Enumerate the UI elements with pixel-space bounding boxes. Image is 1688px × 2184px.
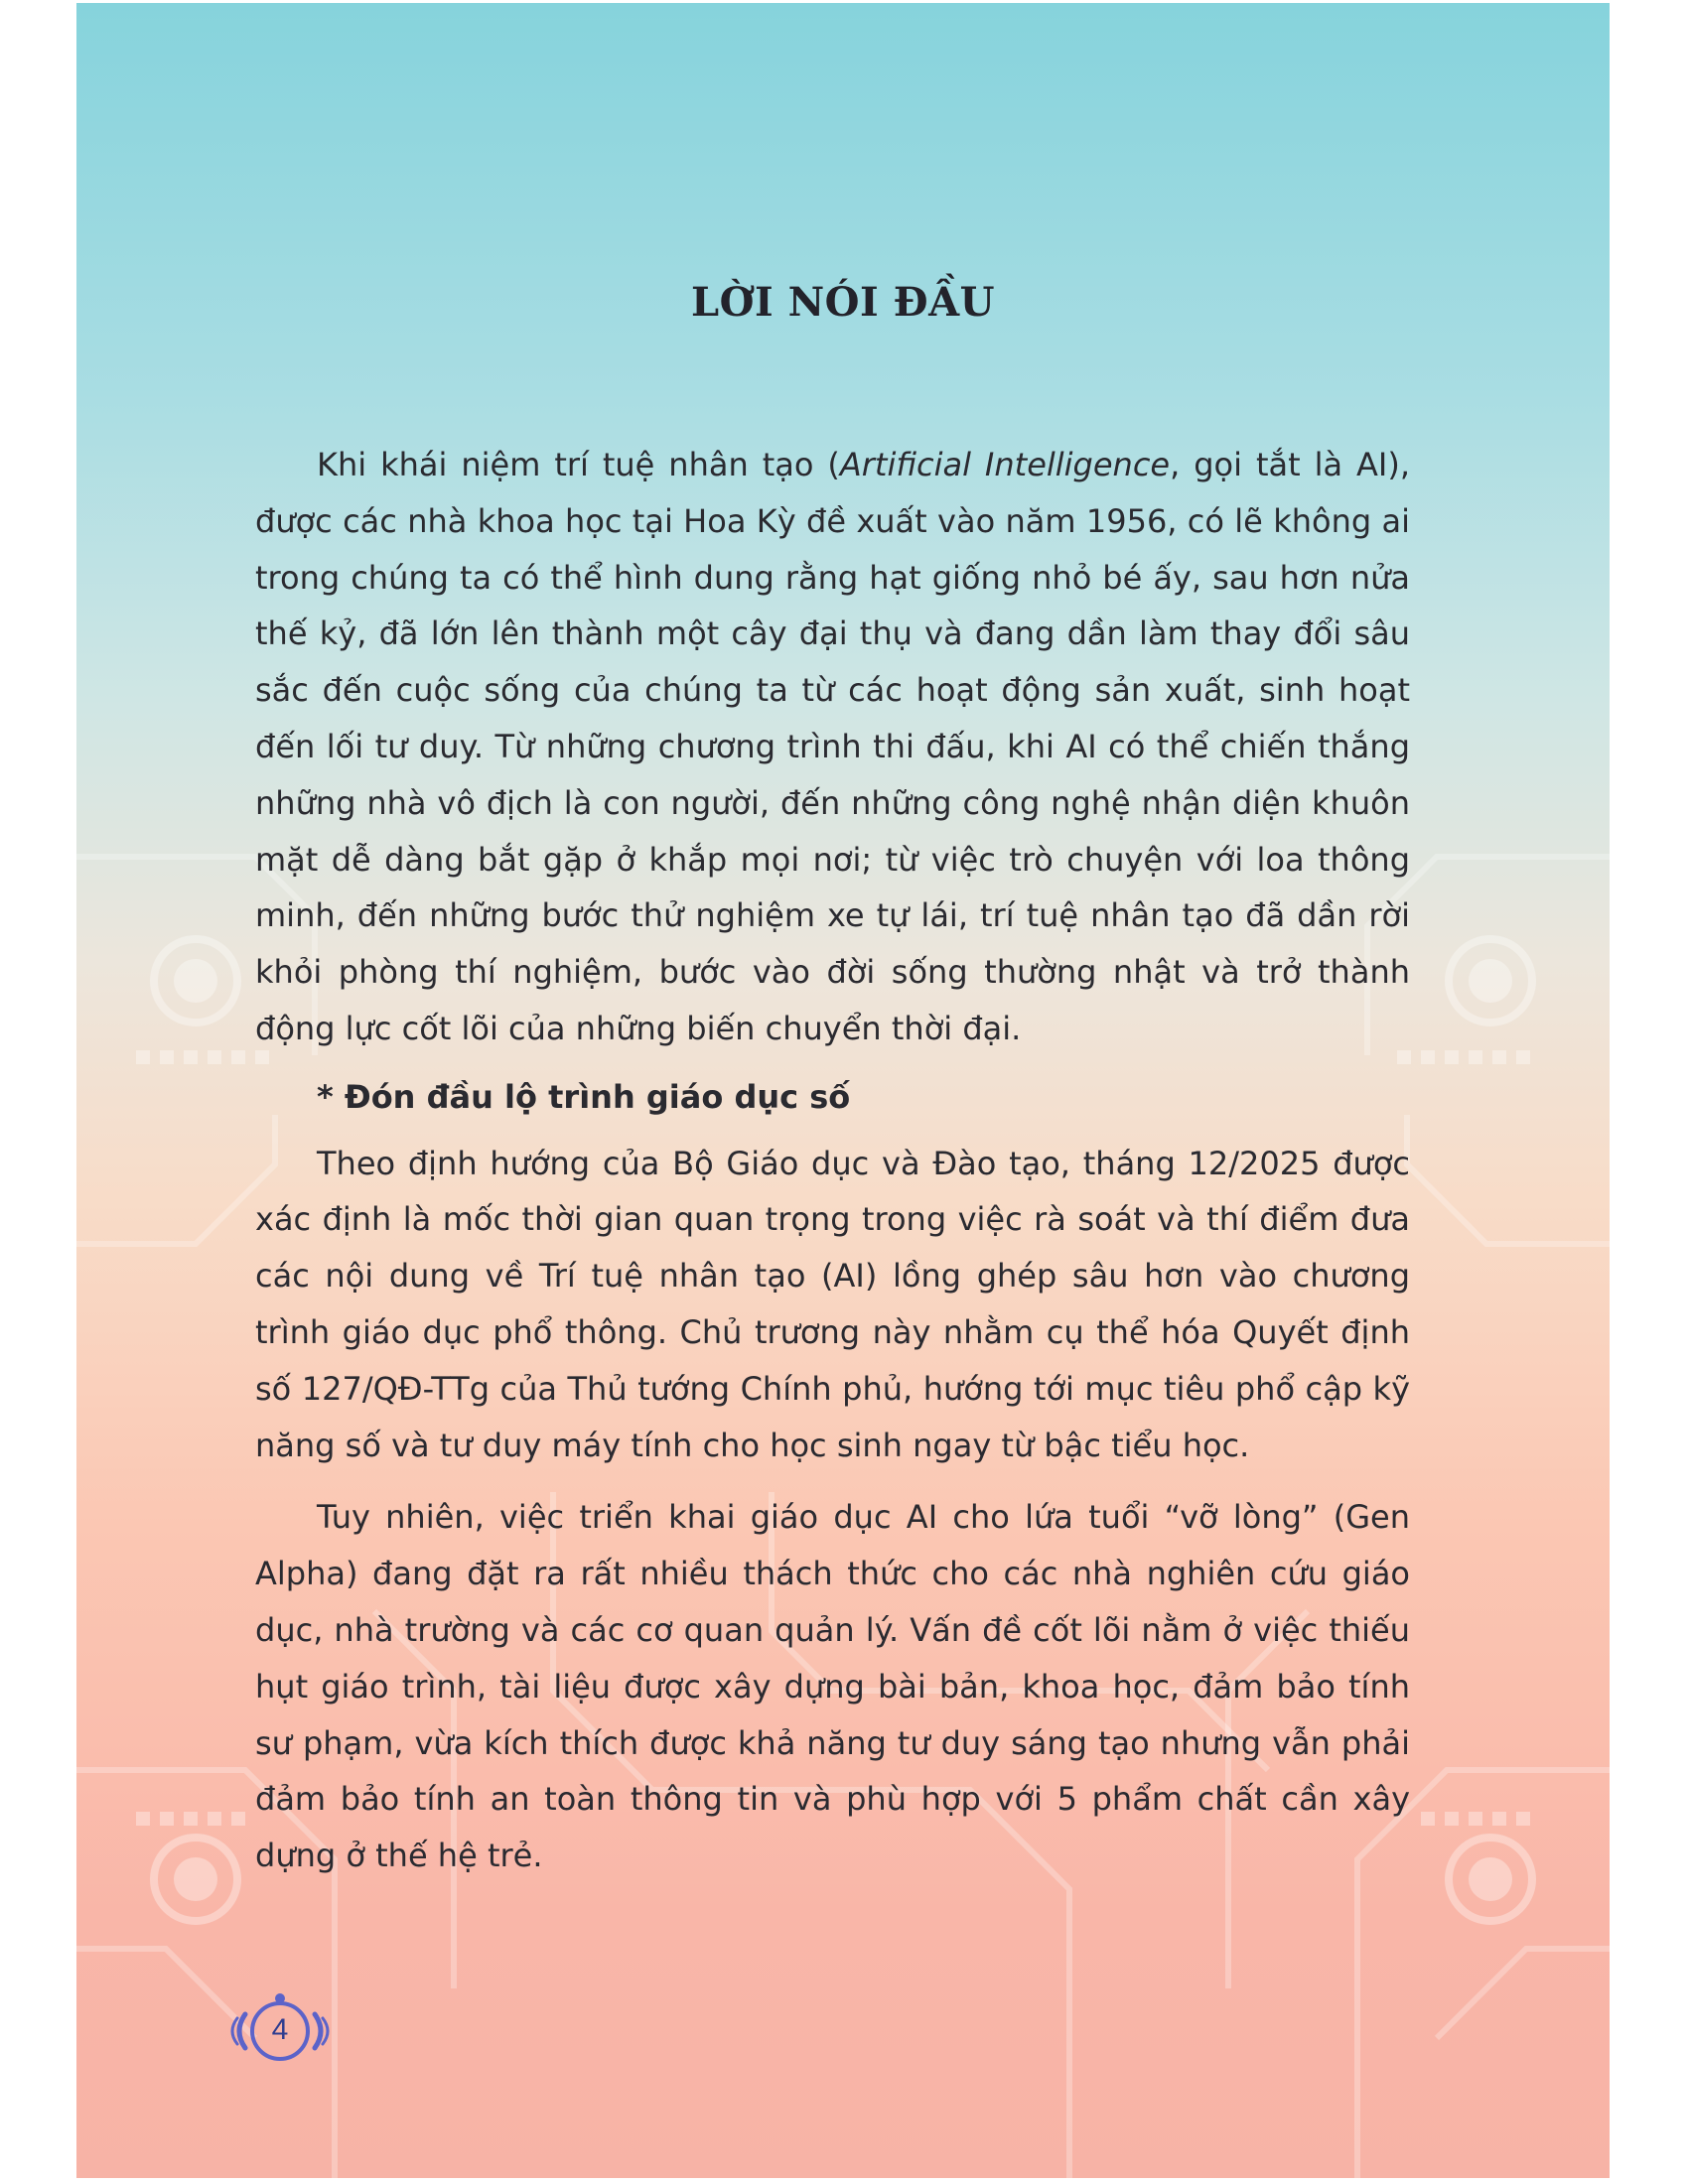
book-page [76,3,1610,2178]
page-title: LỜI NÓI ĐẦU [690,279,996,326]
intro-paragraph [255,437,1410,1057]
section-heading: * Đón đầu lộ trình giáo dục số [317,1077,851,1116]
page-number: 4 [271,2013,289,2046]
intro-paragraph-italic-term: Artificial Intelligence [839,446,1171,483]
paragraph-2: Theo định hướng của Bộ Giáo dục và Đào tạo, tháng 12/2025 được xác định là mốc thời gian quan trọng trong việc rà soát và thí điểm đưa các nội dung về Trí tuệ nhân tạo (AI) lồng ghép sâu hơn vào chương trình giáo dục phổ thông. Chủ trương này nhằm cụ thể hóa Quyết định số 127/QĐ-TTg của Thủ tướng Chính phủ, hướng tới mục tiêu phổ cập kỹ năng số và tư duy máy tính cho học sinh ngay từ bậc tiểu học. [255,1144,1410,1464]
intro-paragraph-rest: , gọi tắt là AI), được các nhà khoa học tại Hoa Kỳ đề xuất vào năm 1956, có lẽ không ai trong chúng ta có thể hình dung rằng hạt giống nhỏ bé ấy, sau hơn nửa thế kỷ, đã lớn lên thành một cây đại thụ và đang dần làm thay đổi sâu sắc đến cuộc sống của chúng ta từ các hoạt động sản xuất, sinh hoạt đến lối tư duy. Từ những chương trình thi đấu, khi AI có thể chiến thắng những nhà vô địch là con người, đến những công nghệ nhận diện khuôn mặt dễ dàng bắt gặp ở khắp mọi nơi; từ việc trò chuyện với loa thông minh, đến những bước thử nghiệm xe tự lái, trí tuệ nhân tạo đã dần rời khỏi phòng thí nghiệm, bước vào đời sống thường nhật và trở thành động lực cốt lõi của những biến chuyển thời đại. [255,446,1410,1047]
paragraph-3: Tuy nhiên, việc triển khai giáo dục AI cho lứa tuổi “vỡ lòng” (Gen Alpha) đang đặt ra rất nhiều thách thức cho các nhà nghiên cứu giáo dục, nhà trường và các cơ quan quản lý. Vấn đề cốt lõi nằm ở việc thiếu hụt giáo trình, tài liệu được xây dựng bài bản, khoa học, đảm bảo tính sư phạm, vừa kích thích được khả năng tư duy sáng tạo nhưng vẫn phải đảm bảo tính an toàn thông tin và phù hợp với 5 phẩm chất cần xây dựng ở thế hệ trẻ. [255,1498,1410,1875]
intro-paragraph-start: Khi khái niệm trí tuệ nhân tạo ( [317,446,840,483]
body-text [255,437,1410,1884]
